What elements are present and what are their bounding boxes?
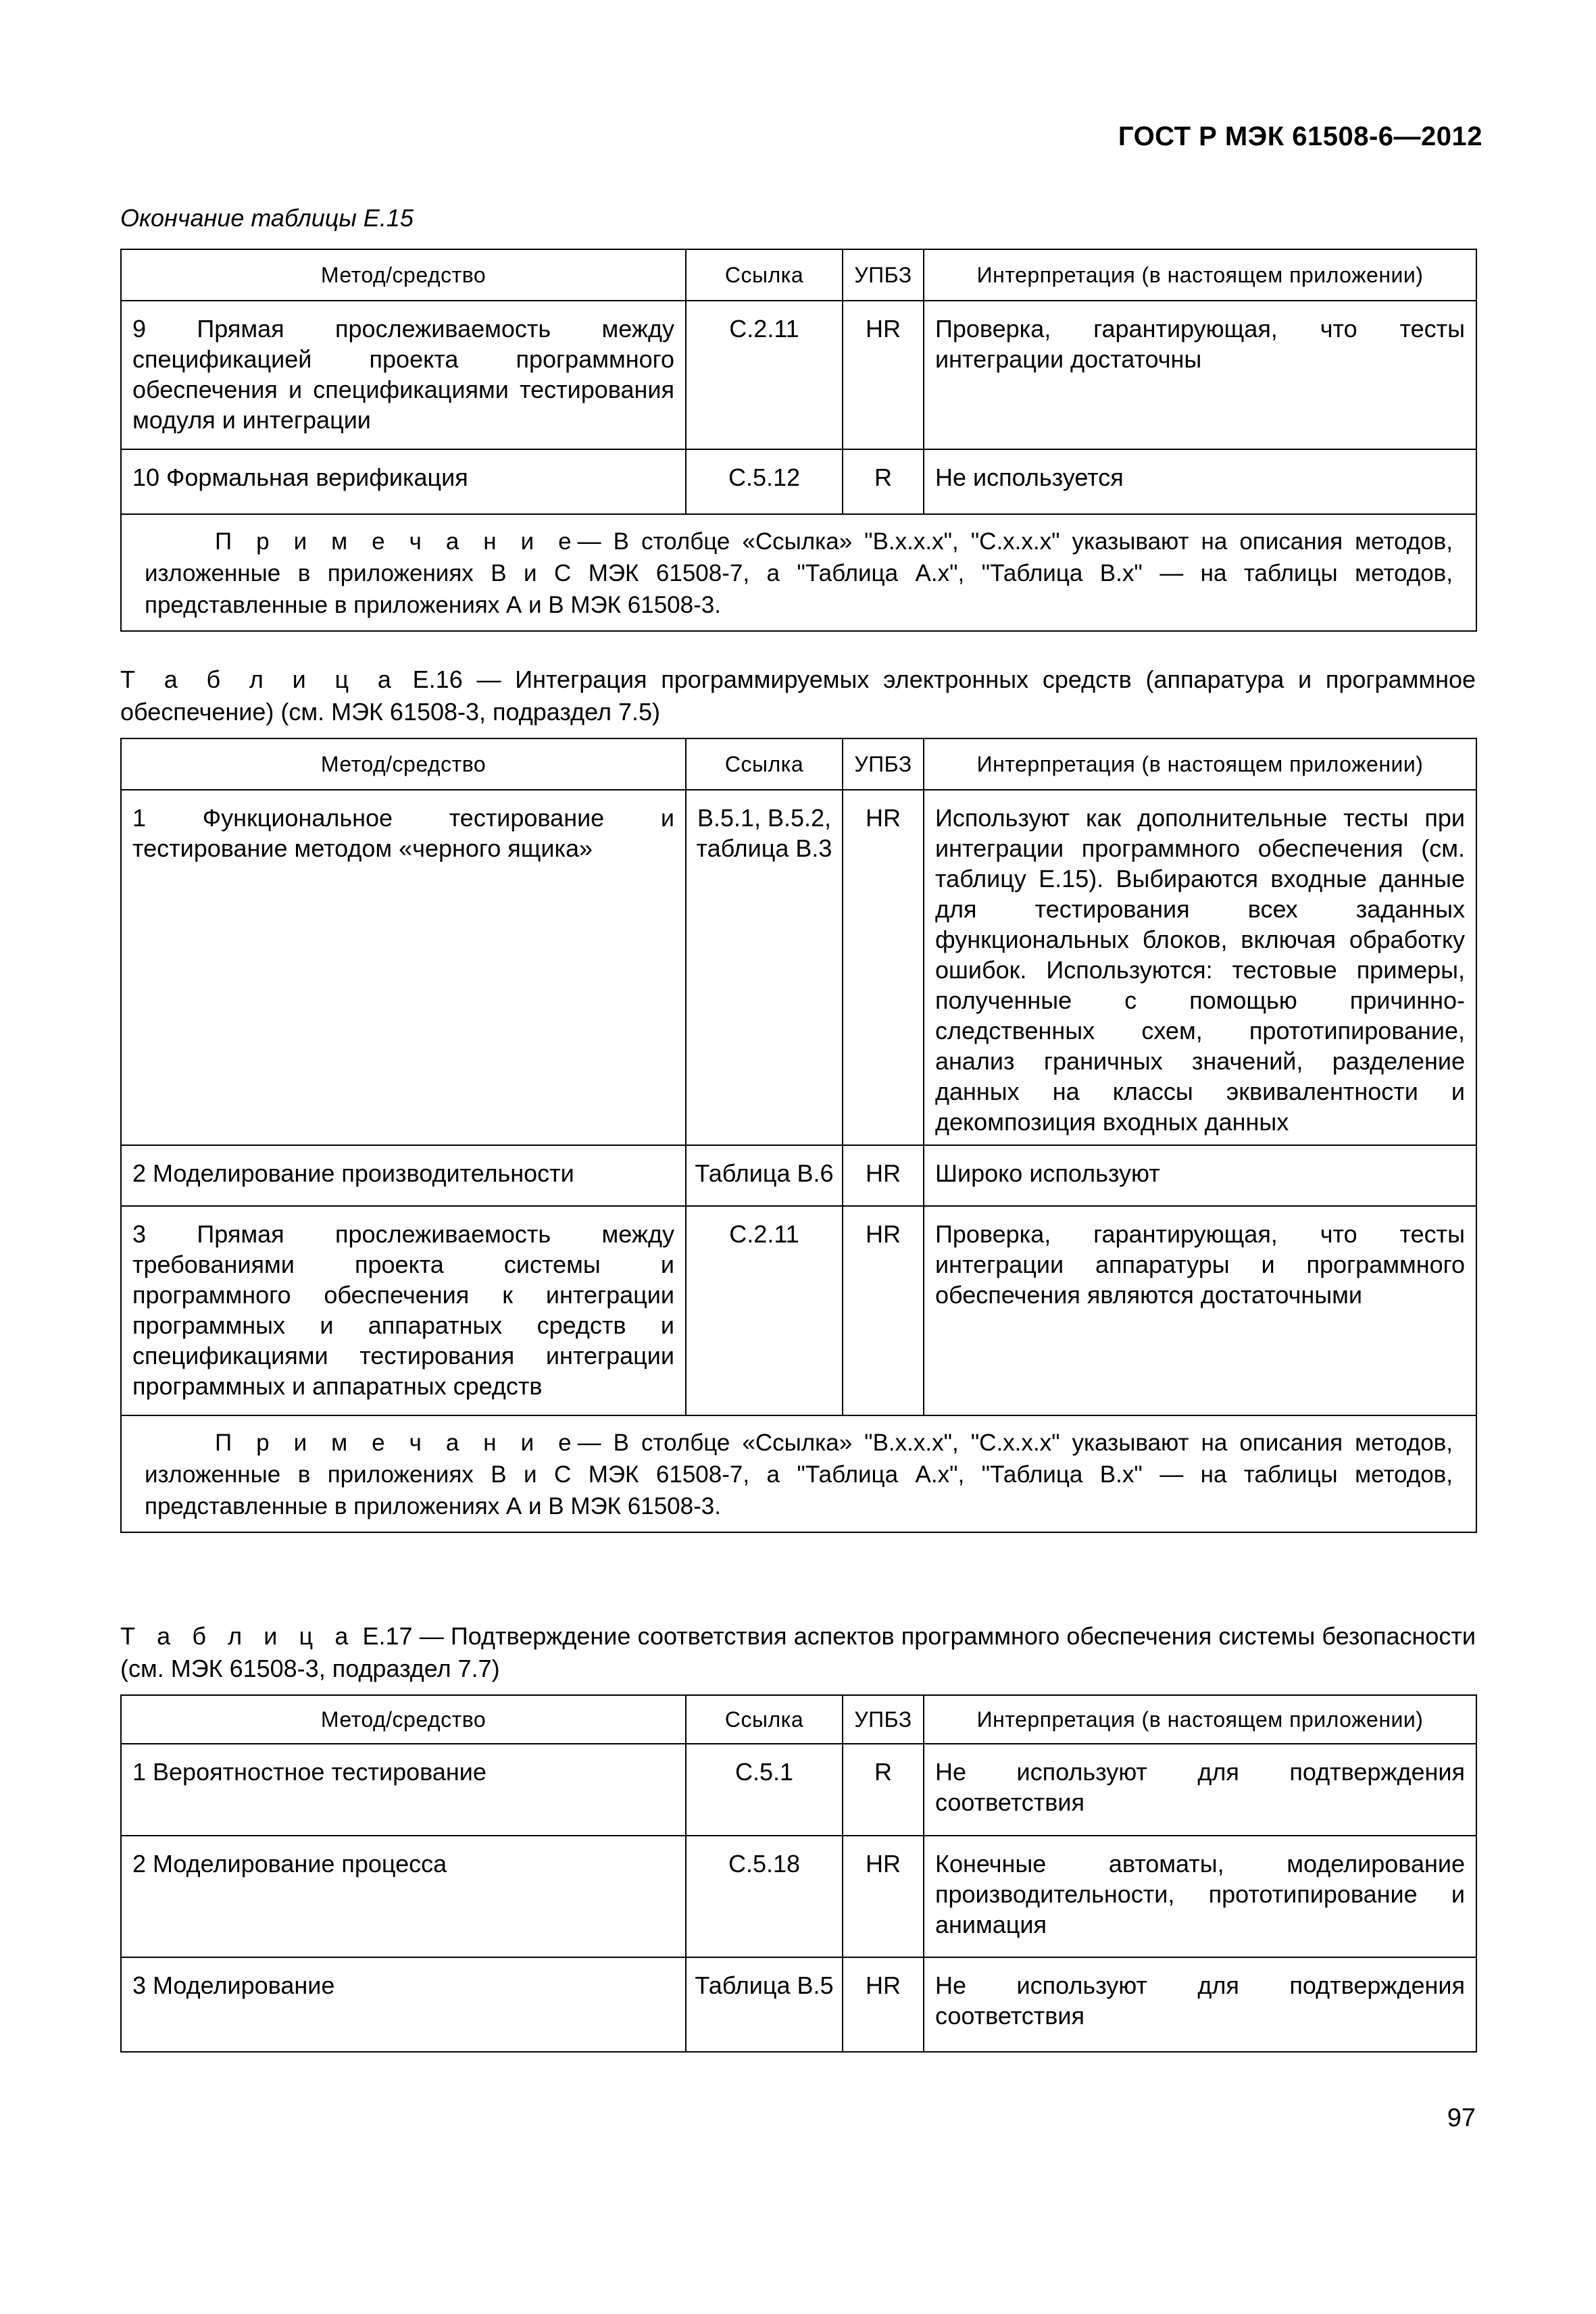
table-row (121, 790, 1476, 1145)
column-header-interp: Интерпретация (в настоящем приложении) (924, 249, 1476, 301)
cell-ref: C.2.11 (729, 1220, 799, 1248)
table-row (121, 449, 1476, 514)
cell-method: 9 Прямая прослеживаемость между спецификацией проекта программного обеспечения и спецификациями тестирования модуля и интеграции (132, 315, 674, 434)
column-header-method: Метод/средство (121, 249, 686, 301)
table-header-row (121, 1695, 1476, 1744)
column-header-ref: Ссылка (686, 1695, 843, 1744)
caption-label: Т а б л и ц а (120, 1622, 356, 1650)
cell-interp: Не используют для подтверждения соответствия (935, 1971, 1465, 2030)
caption-text: Е.17 — Подтверждение соответствия аспектов программного обеспечения системы безопасности (см. МЭК 61508-3, подраздел 7.7) (120, 1622, 1476, 1682)
table-header-row (121, 249, 1476, 301)
table-e15 (120, 249, 1477, 632)
cell-level: HR (866, 1971, 901, 1999)
table-e17 (120, 1694, 1477, 2053)
cell-method: 2 Моделирование процесса (132, 1850, 447, 1878)
table-note (122, 515, 1476, 630)
cell-ref: C.2.11 (729, 315, 799, 343)
table-e16 (120, 738, 1477, 1533)
cell-method: 1 Функциональное тестирование и тестирование методом «черного ящика» (132, 804, 674, 862)
cell-interp: Широко используют (935, 1159, 1160, 1187)
cell-method: 3 Моделирование (132, 1971, 335, 1999)
cell-interp: Не используют для подтверждения соответствия (935, 1758, 1465, 1816)
table-note-row (121, 1415, 1476, 1532)
cell-level: HR (866, 315, 901, 343)
table-note (122, 1416, 1476, 1532)
cell-method: 3 Прямая прослеживаемость между требованиями проекта системы и программного обеспечения к интеграции программных и аппаратных средств и спецификациями тестирования интеграции программных и аппаратных средств (132, 1220, 674, 1400)
cell-level: R (874, 463, 892, 491)
table-row (121, 1836, 1476, 1957)
cell-interp: Не используется (935, 463, 1124, 491)
cell-ref: C.5.18 (728, 1850, 801, 1878)
cell-interp: Проверка, гарантирующая, что тесты интеграции достаточны (935, 315, 1465, 373)
column-header-interp: Интерпретация (в настоящем приложении) (924, 738, 1476, 790)
cell-level: HR (866, 804, 901, 832)
cell-level: R (874, 1758, 892, 1786)
cell-interp: Проверка, гарантирующая, что тесты интеграции аппаратуры и программного обеспечения являются достаточными (935, 1220, 1465, 1309)
cell-ref: C.5.12 (728, 463, 801, 491)
column-header-level: УПБЗ (843, 1695, 924, 1744)
cell-ref: C.5.1 (734, 1758, 794, 1786)
table-row (121, 1957, 1476, 2052)
table-e17-caption (120, 1620, 1476, 1685)
table-note-row (121, 514, 1476, 631)
note-text: — В столбце «Ссылка» "B.x.x.x", "C.x.x.x" указывают на описания методов, изложенные в приложениях В и С МЭК 61508-7, а "Таблица А.х", "Таблица В.х" — на таблицы методов, представленные в приложениях А и В МЭК 61508-3. (145, 528, 1453, 618)
column-header-level: УПБЗ (843, 738, 924, 790)
column-header-level: УПБЗ (843, 249, 924, 301)
cell-ref: Таблица B.6 (695, 1159, 834, 1187)
cell-interp: Используют как дополнительные тесты при интеграции программного обеспечения (см. таблицу Е.15). Выбираются входные данные для тестирования всех заданных функциональных блоков, включая обработку ошибок. Используются: тестовые примеры, полученные с помощью причинно-следственных схем, прототипирование, анализ граничных значений, разделение данных на классы эквивалентности и декомпозиция входных данных (935, 804, 1465, 1136)
standard-designation: ГОСТ Р МЭК 61508-6—2012 (1118, 122, 1482, 151)
column-header-ref: Ссылка (686, 249, 843, 301)
cell-method: 10 Формальная верификация (132, 463, 468, 491)
table-row (121, 1206, 1476, 1415)
column-header-ref: Ссылка (686, 738, 843, 790)
caption-text: Е.16 — Интеграция программируемых электронных средств (аппаратура и программное обеспечение) (см. МЭК 61508-3, подраздел 7.5) (120, 665, 1476, 726)
caption-label: Т а б л и ц а (120, 665, 399, 693)
column-header-method: Метод/средство (121, 1695, 686, 1744)
table-row (121, 1145, 1476, 1206)
cell-method: 2 Моделирование производительности (132, 1159, 574, 1187)
cell-ref: Таблица B.5 (695, 1971, 834, 1999)
cell-level: HR (866, 1850, 901, 1878)
note-label: П р и м е ч а н и е (215, 1430, 578, 1456)
note-text: — В столбце «Ссылка» "B.x.x.x", "C.x.x.x" указывают на описания методов, изложенные в приложениях В и С МЭК 61508-7, а "Таблица А.х", "Таблица В.х" — на таблицы методов, представленные в приложениях А и В МЭК 61508-3. (145, 1430, 1453, 1519)
column-header-method: Метод/средство (121, 738, 686, 790)
page-number: 97 (1447, 2104, 1476, 2132)
column-header-interp: Интерпретация (в настоящем приложении) (924, 1695, 1476, 1744)
cell-method: 1 Вероятностное тестирование (132, 1758, 487, 1786)
cell-level: HR (866, 1159, 901, 1187)
cell-interp: Конечные автоматы, моделирование производительности, прототипирование и анимация (935, 1850, 1465, 1938)
cell-ref: B.5.1, B.5.2, таблица B.3 (696, 804, 832, 862)
table-row (121, 1744, 1476, 1836)
table-row (121, 301, 1476, 449)
note-label: П р и м е ч а н и е (215, 528, 578, 555)
table-header-row (121, 738, 1476, 790)
continuation-caption: Окончание таблицы Е.15 (120, 204, 414, 232)
table-e16-caption (120, 663, 1476, 728)
cell-level: HR (866, 1220, 901, 1248)
